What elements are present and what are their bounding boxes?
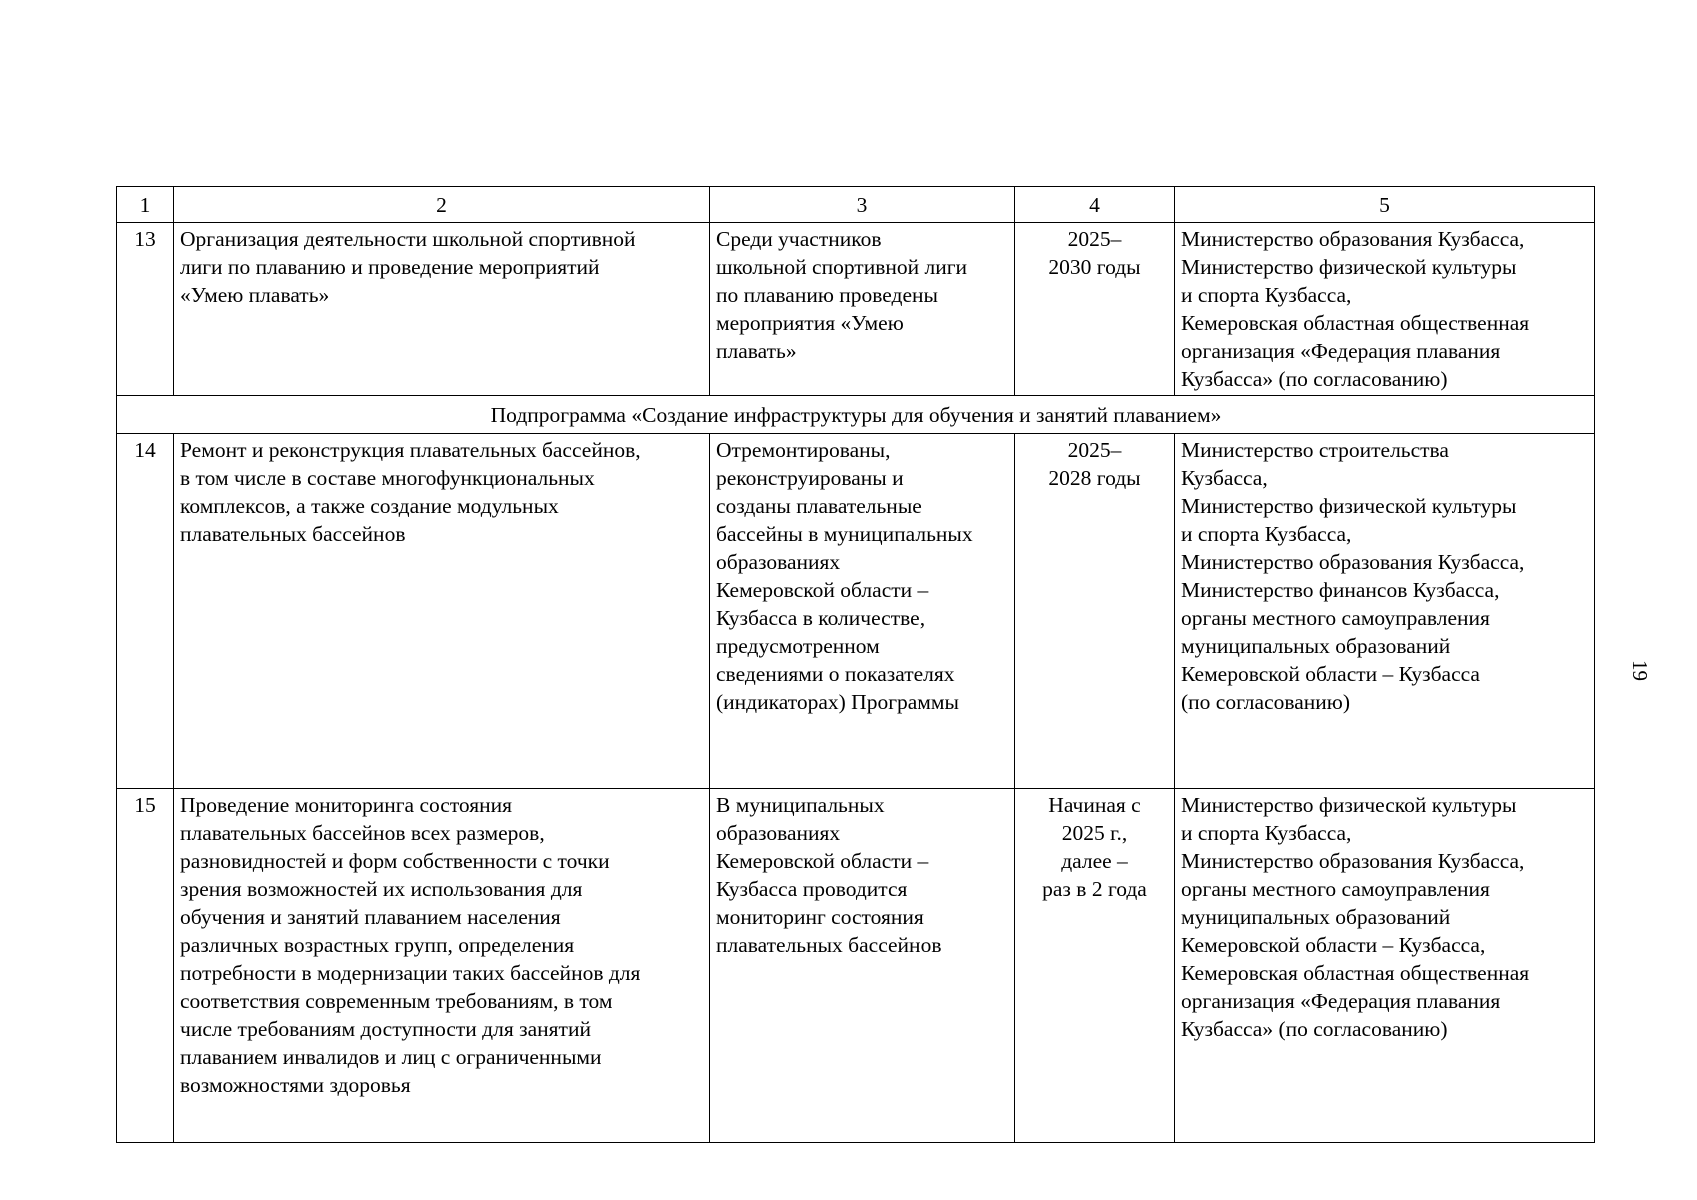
column-number-row — [117, 187, 1595, 223]
column-number-3: 3 — [710, 187, 1015, 223]
period-cell: Начиная с 2025 г., далее – раз в 2 года — [1015, 789, 1175, 1143]
column-number-1: 1 — [117, 187, 174, 223]
executors-cell: Министерство физической культуры и спорта Кузбасса, Министерство образования Кузбасса, органы местного самоуправления муниципальных образований Кемеровской области – Кузбасса, Кемеровская областная общественная организация «Федерация плавания Кузбасса» (по согласованию) — [1175, 789, 1595, 1143]
page-number: 19 — [1628, 660, 1652, 681]
result-cell: В муниципальных образованиях Кемеровской области – Кузбасса проводится мониторинг состояния плавательных бассейнов — [710, 789, 1015, 1143]
measures-table — [116, 186, 1595, 1143]
column-number-2: 2 — [174, 187, 710, 223]
column-number-4: 4 — [1015, 187, 1175, 223]
activity-cell: Ремонт и реконструкция плавательных бассейнов, в том числе в составе многофункциональных комплексов, а также создание модульных плавательных бассейнов — [174, 434, 710, 789]
executors-cell: Министерство образования Кузбасса, Министерство физической культуры и спорта Кузбасса, Кемеровская областная общественная организация «Федерация плавания Кузбасса» (по согласованию) — [1175, 223, 1595, 396]
executors-cell: Министерство строительства Кузбасса, Министерство физической культуры и спорта Кузбасса, Министерство образования Кузбасса, Министерство финансов Кузбасса, органы местного самоуправления муниципальных образований Кемеровской области – Кузбасса (по согласованию) — [1175, 434, 1595, 789]
result-cell: Отремонтированы, реконструированы и созданы плавательные бассейны в муниципальных образованиях Кемеровской области – Кузбасса в количестве, предусмотренном сведениями о показателях (индикаторах) Программы — [710, 434, 1015, 789]
period-cell: 2025– 2030 годы — [1015, 223, 1175, 396]
row-number: 15 — [117, 789, 174, 1143]
table-row — [117, 789, 1595, 1143]
row-number: 13 — [117, 223, 174, 396]
result-cell: Среди участников школьной спортивной лиги по плаванию проведены мероприятия «Умею плавать» — [710, 223, 1015, 396]
column-number-5: 5 — [1175, 187, 1595, 223]
table-row — [117, 223, 1595, 396]
table-row — [117, 434, 1595, 789]
period-cell: 2025– 2028 годы — [1015, 434, 1175, 789]
subprogram-row — [117, 396, 1595, 434]
subprogram-title: Подпрограмма «Создание инфраструктуры для обучения и занятий плаванием» — [117, 396, 1595, 434]
activity-cell: Проведение мониторинга состояния плавательных бассейнов всех размеров, разновидностей и форм собственности с точки зрения возможностей их использования для обучения и занятий плаванием населения различных возрастных групп, определения потребности в модернизации таких бассейнов для соответствия современным требованиям, в том числе требованиям доступности для занятий плаванием инвалидов и лиц с ограниченными возможностями здоровья — [174, 789, 710, 1143]
row-number: 14 — [117, 434, 174, 789]
activity-cell: Организация деятельности школьной спортивной лиги по плаванию и проведение мероприятий «Умею плавать» — [174, 223, 710, 396]
